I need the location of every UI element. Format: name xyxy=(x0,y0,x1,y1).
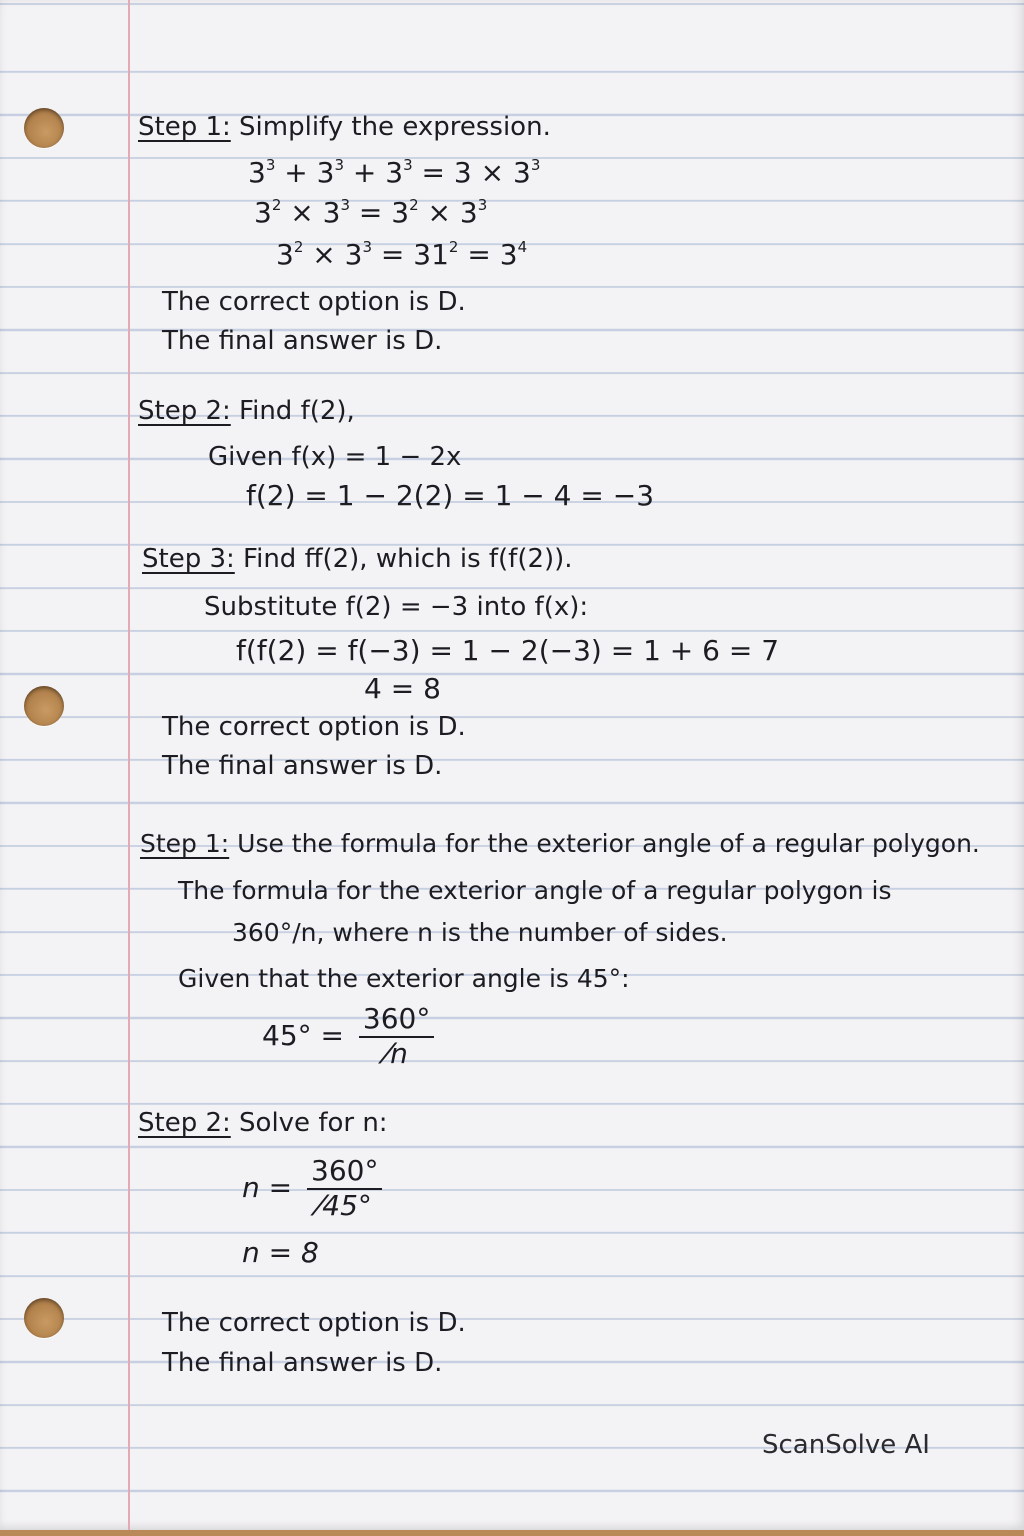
scansolve-watermark: ScanSolve AI xyxy=(762,1430,930,1460)
section3-substitute: Substitute f(2) = −3 into f(x): xyxy=(204,592,589,622)
fraction-numerator: 360° xyxy=(359,1004,434,1038)
section2-calculation: f(2) = 1 − 2(2) = 1 − 4 = −3 xyxy=(246,479,655,512)
fraction-denominator: ⁄45° xyxy=(317,1189,372,1222)
section1-equation-2: $3^2 \times 3^3 = 3^2 \times 3^3$ xyxy=(254,196,488,229)
step-label: Step 2: xyxy=(138,1108,231,1138)
section1-equation-1: $3^3 + 3^3 + 3^3 = 3 \times 3^3$ xyxy=(248,156,541,189)
punch-hole-top xyxy=(24,108,64,148)
section2-heading xyxy=(138,396,355,426)
section3-calculation: f(f(2) = f(−3) = 1 − 2(−3) = 1 + 6 = 7 xyxy=(236,634,780,667)
step-label: Step 2: xyxy=(138,396,231,426)
section1-correct-option: The correct option is D. xyxy=(162,287,466,317)
fraction xyxy=(307,1156,382,1222)
section1-heading xyxy=(138,112,551,142)
section3-final-answer: The final answer is D. xyxy=(162,751,443,781)
section5-heading xyxy=(138,1108,388,1138)
step-title: Use the formula for the exterior angle of a regular polygon. xyxy=(237,829,980,858)
fraction xyxy=(359,1004,434,1070)
punch-hole-bottom xyxy=(24,1298,64,1338)
section4-given: Given that the exterior angle is 45°: xyxy=(178,964,630,993)
section1-equation-3: $3^2 \times 3^3 = 31^2 = 3^4$ xyxy=(276,238,528,271)
section5-final-answer: The final answer is D. xyxy=(162,1348,443,1378)
section5-correct-option: The correct option is D. xyxy=(162,1308,466,1338)
step-title: Find f(2), xyxy=(239,396,355,426)
section4-formula-line-1: The formula for the exterior angle of a regular polygon is xyxy=(178,876,892,905)
step-title: Solve for n: xyxy=(239,1108,388,1138)
fraction-denominator: ⁄n xyxy=(385,1037,408,1070)
equation-lhs: 45° = xyxy=(262,1019,344,1052)
punch-hole-middle xyxy=(24,686,64,726)
step-label: Step 3: xyxy=(142,544,235,574)
section2-given: Given f(x) = 1 − 2x xyxy=(208,442,462,472)
section4-equation xyxy=(262,1004,434,1070)
section5-result: n = 8 xyxy=(242,1236,319,1269)
section3-heading xyxy=(142,544,573,574)
margin-line xyxy=(128,0,130,1530)
step-label: Step 1: xyxy=(138,112,231,142)
fraction-numerator: 360° xyxy=(307,1156,382,1190)
section5-equation xyxy=(242,1156,382,1222)
equation-lhs: n = xyxy=(242,1171,293,1204)
section3-correct-option: The correct option is D. xyxy=(162,712,466,742)
step-title: Find ff(2), which is f(f(2)). xyxy=(243,544,573,574)
step-label: Step 1: xyxy=(140,829,230,858)
section3-extra: 4 = 8 xyxy=(364,672,441,705)
section4-formula-line-2: 360°/n, where n is the number of sides. xyxy=(232,918,728,947)
step-title: Simplify the expression. xyxy=(239,112,551,142)
section1-final-answer: The final answer is D. xyxy=(162,326,443,356)
section4-heading xyxy=(140,829,980,859)
